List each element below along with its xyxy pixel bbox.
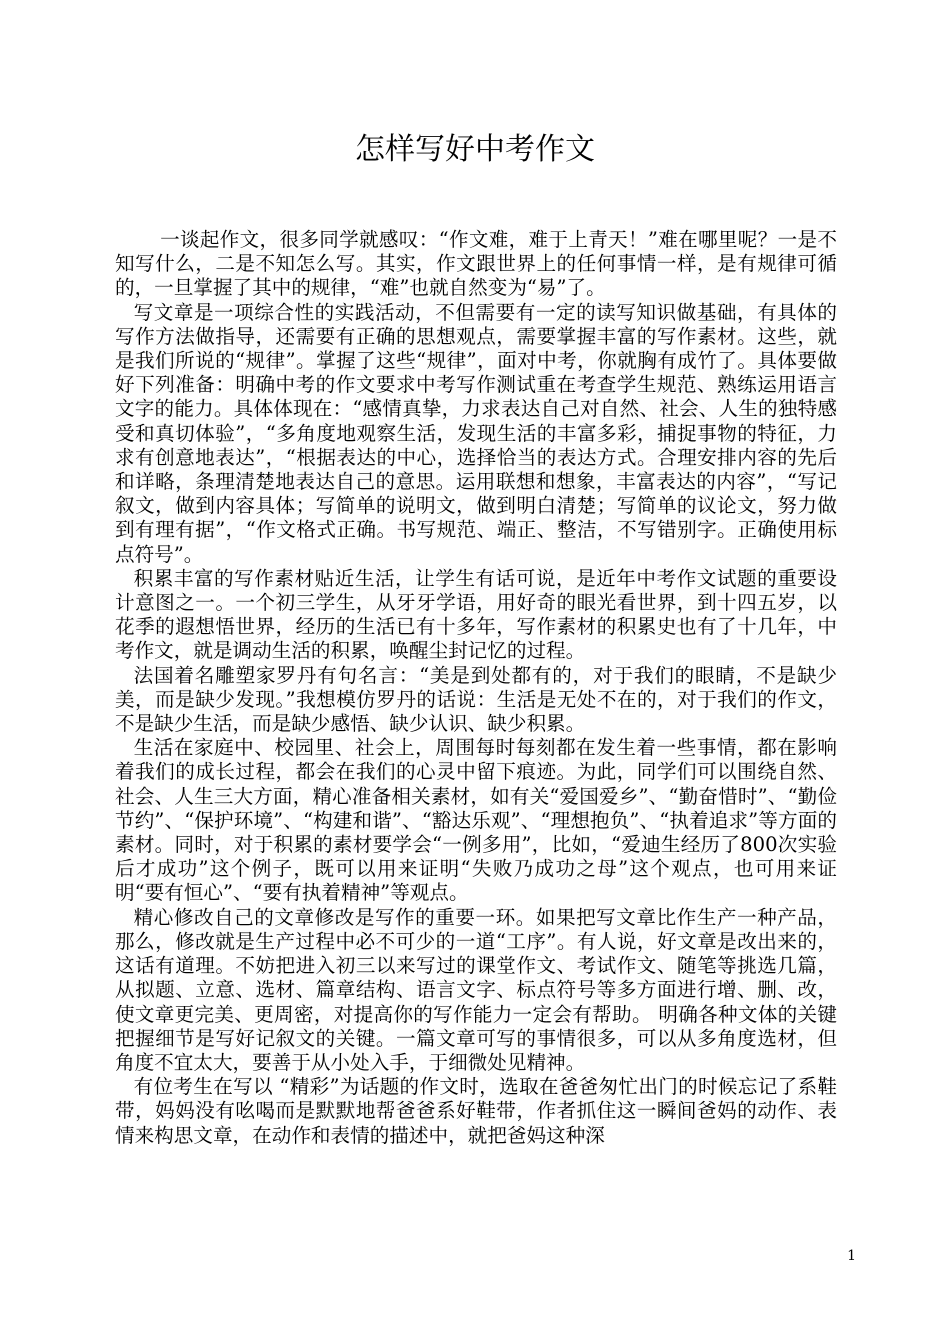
paragraph-example: 有位考生在写以 “精彩”为话题的作文时，选取在爸爸匆忙出门的时候忘记了系鞋带，妈妈没有吆喝而是默默地帮爸爸系好鞋带，作者抓住这一瞬间爸妈的动作、表情来构思文章，在动作和表情的描述中，就把爸妈这种深	[115, 1075, 837, 1147]
document-title: 怎样写好中考作文	[355, 132, 595, 167]
paragraph-revision: 精心修改自己的文章修改是写作的重要一环。如果把写文章比作生产一种产品，那么，修改就是生产过程中必不可少的一道“工序”。有人说，好文章是改出来的，这话有道理。不妨把进入初三以来写过的课堂作文、考试作文、随笔等挑选几篇，从拟题、立意、选材、篇章结构、语言文字、标点符号等多方面进行增、删、改，使文章更完美、更周密，对提高你的写作能力一定会有帮助。 明确各种文体的关键把握细节是写好记叙文的关键。一篇文章可写的事情很多，可以从多角度选材，但角度不宜太大，要善于从小处入手，于细微处见精神。	[115, 905, 837, 1074]
paragraph-rodin-quote: 法国着名雕塑家罗丹有句名言：“美是到处都有的，对于我们的眼睛，不是缺少美，而是缺少发现。”我想模仿罗丹的话说：生活是无处不在的，对于我们的作文，不是缺少生活，而是缺少感悟、缺少认识、缺少积累。	[115, 663, 837, 736]
paragraph-intro: 一谈起作文，很多同学就感叹：“作文难，难于上青天！”难在哪里呢？一是不知写什么，二是不知怎么写。其实，作文跟世界上的任何事情一样，是有规律可循的，一旦掌握了其中的规律，“难”也就自然变为“易”了。	[115, 228, 837, 300]
page-number: 1	[847, 1248, 856, 1264]
paragraph-material: 积累丰富的写作素材贴近生活，让学生有话可说，是近年中考作文试题的重要设计意图之一。一个初三学生，从牙牙学语，用好奇的眼光看世界，到十四五岁，以花季的遐想悟世界，经历的生活已有十多年，写作素材的积累史也有了十几年，中考作文，就是调动生活的积累，唤醒尘封记忆的过程。	[115, 566, 837, 663]
document-body	[115, 228, 837, 1148]
paragraph-requirements: 写文章是一项综合性的实践活动，不但需要有一定的读写知识做基础，有具体的写作方法做指导，还需要有正确的思想观点，需要掌握丰富的写作素材。这些，就是我们所说的“规律”。掌握了这些“规律”，面对中考，你就胸有成竹了。具体要做好下列准备：明确中考的作文要求中考写作测试重在考查学生规范、熟练运用语言文字的能力。具体体现在：“感情真挚，力求表达自己对自然、社会、人生的独特感受和真切体验”，“多角度地观察生活，发现生活的丰富多彩，捕捉事物的特征，力求有创意地表达”，“根据表达的中心，选择恰当的表达方式。合理安排内容的先后和详略，条理清楚地表达自己的意思。运用联想和想象，丰富表达的内容”，“写记叙文，做到内容具体；写简单的说明文，做到明白清楚；写简单的议论文，努力做到有理有据”，“作文格式正确。书写规范、端正、整洁，不写错别字。正确使用标点符号”。	[115, 300, 837, 566]
paragraph-life-themes: 生活在家庭中、校园里、社会上，周围每时每刻都在发生着一些事情，都在影响着我们的成长过程，都会在我们的心灵中留下痕迹。为此，同学们可以围绕自然、社会、人生三大方面，精心准备相关素材，如有关“爱国爱乡”、“勤奋惜时”、“勤俭节约”、“保护环境”、“构建和谐”、“豁达乐观”、“理想抱负”、“执着追求”等方面的素材。同时，对于积累的素材要学会“一例多用”，比如，“爱迪生经历了800次实验后才成功”这个例子，既可以用来证明“失败乃成功之母”这个观点，也可用来证明“要有恒心”、“要有执着精神”等观点。	[115, 736, 837, 905]
